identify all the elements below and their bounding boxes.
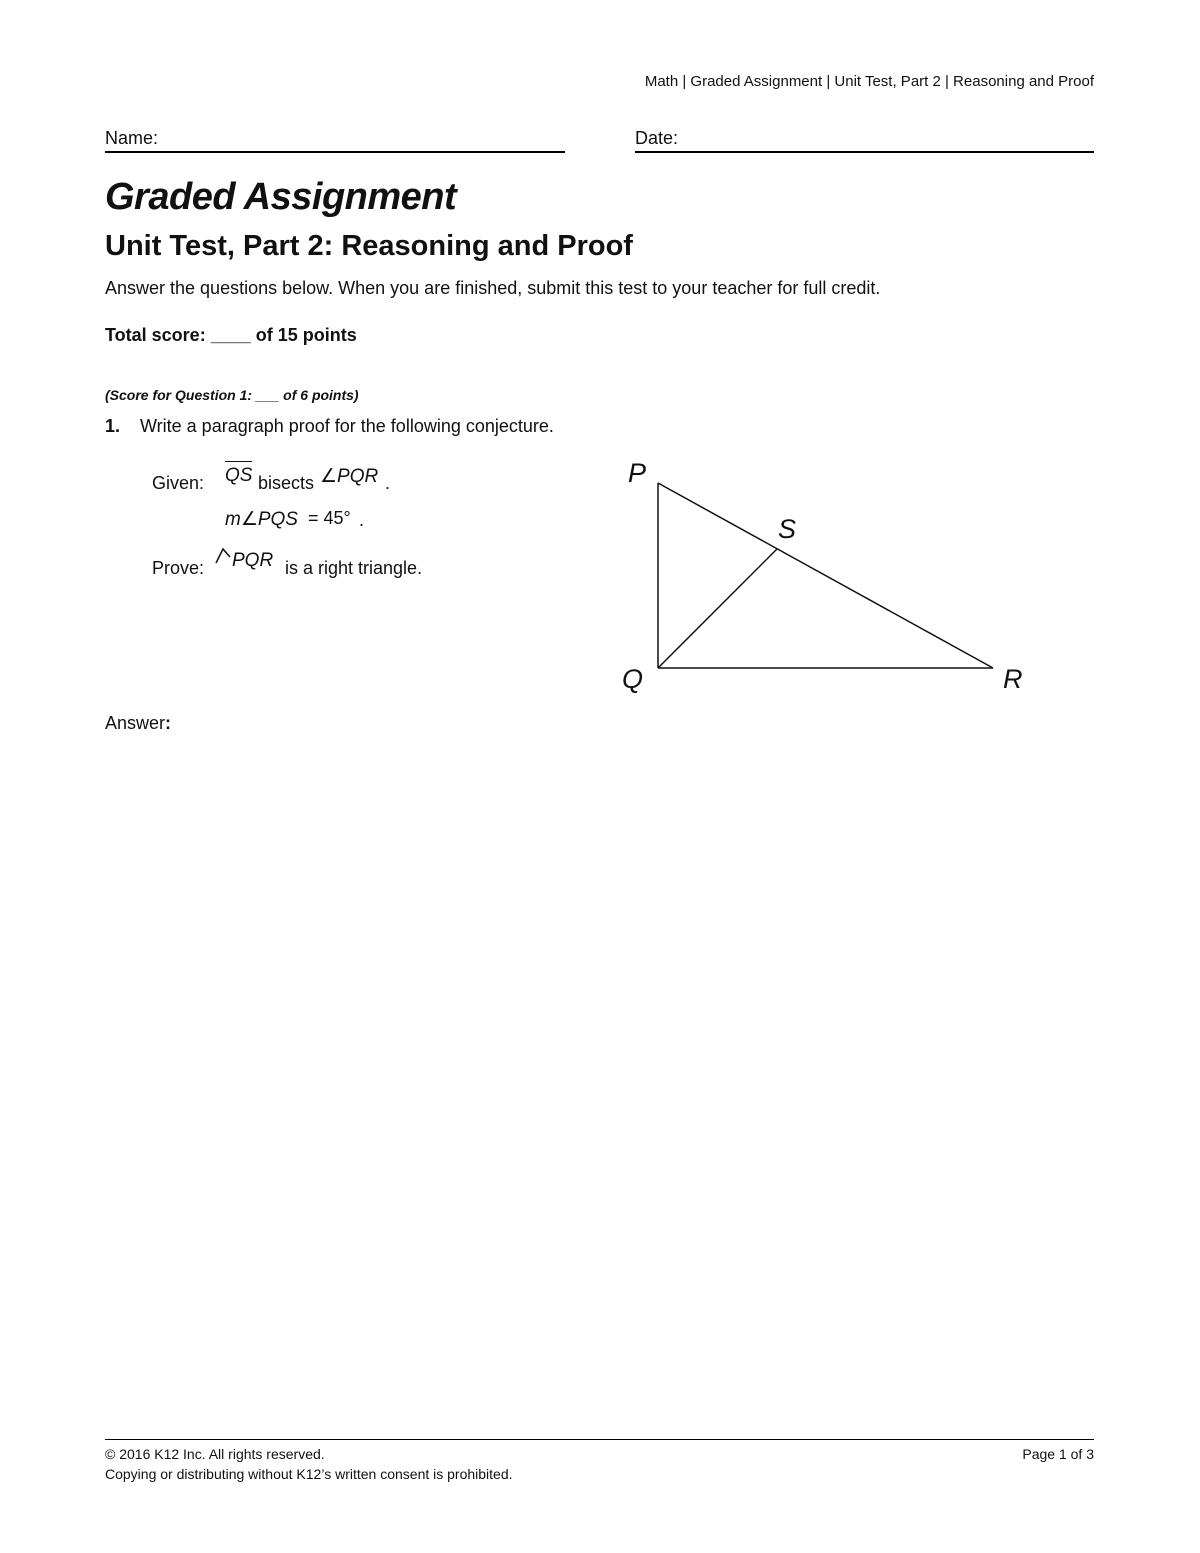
footer-notice: Copying or distributing without K12’s written consent is prohibited. <box>105 1466 513 1482</box>
answer-label <box>105 713 171 734</box>
answer-label-text: Answer <box>105 713 166 733</box>
bisects-word: bisects <box>258 473 315 493</box>
triangle-name: PQR <box>232 550 274 571</box>
prove-statement: is a right triangle. <box>285 558 423 578</box>
angle-pqr: ∠PQR <box>320 466 379 487</box>
vertex-label-p: P <box>628 458 647 488</box>
date-field-line <box>635 151 1094 153</box>
segment-qs-figure <box>658 549 777 668</box>
triangle-figure <box>610 450 1050 710</box>
footer-copyright: © 2016 K12 Inc. All rights reserved. <box>105 1446 325 1462</box>
answer-colon: : <box>165 713 172 733</box>
vertex-label-r: R <box>1003 664 1023 694</box>
instructions-text: Answer the questions below. When you are finished, submit this test to your teacher for full credit. <box>105 278 881 298</box>
question1-number: 1. <box>105 416 121 436</box>
segment-overbar <box>225 461 252 462</box>
given-period-2: . <box>359 510 365 530</box>
segment-qs <box>225 465 252 487</box>
prove-label: Prove: <box>152 558 205 578</box>
name-field-line <box>105 151 565 153</box>
given-label: Given: <box>152 473 205 493</box>
question1-score: (Score for Question 1: ___ of 6 points) <box>105 387 359 403</box>
footer-divider <box>105 1439 1094 1440</box>
vertex-label-q: Q <box>622 664 644 694</box>
name-label: Name: <box>105 128 159 148</box>
vertex-label-s: S <box>778 514 797 544</box>
measure-expression: m∠PQS <box>225 509 298 530</box>
segment-pr <box>658 483 993 668</box>
page-number: Page 1 of 3 <box>1022 1446 1094 1462</box>
page-title: Graded Assignment <box>105 176 457 218</box>
date-label: Date: <box>635 128 679 148</box>
segment-qs-text: QS <box>225 465 253 486</box>
total-score: Total score: ____ of 15 points <box>105 325 357 345</box>
page-subtitle: Unit Test, Part 2: Reasoning and Proof <box>105 230 633 262</box>
triangle-symbol-icon <box>214 547 234 570</box>
question1-text: Write a paragraph proof for the following conjecture. <box>140 416 554 436</box>
measure-value: = 45° <box>308 508 351 528</box>
given-period-1: . <box>385 473 391 493</box>
header-breadcrumb: Math | Graded Assignment | Unit Test, Part 2 | Reasoning and Proof <box>644 73 1094 90</box>
